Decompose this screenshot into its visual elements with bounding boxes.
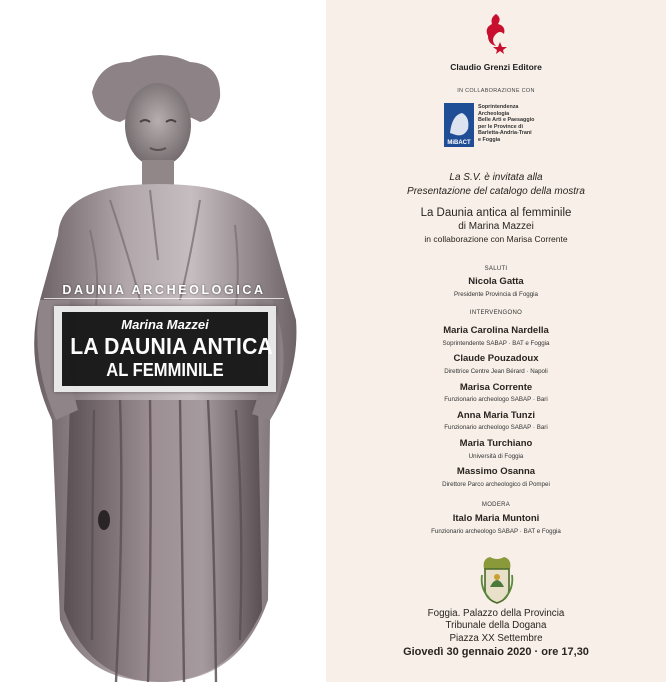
cover-title-line1: LA DAUNIA ANTICA xyxy=(70,333,274,359)
invitation-line1: La S.V. è invitata alla xyxy=(449,172,543,183)
soprintendenza-line: e Foggia xyxy=(478,136,501,143)
moderator-role: Funzionario archeologo SABAP · BAT e Foggia xyxy=(431,528,561,535)
publisher-name: Claudio Grenzi Editore xyxy=(450,62,542,72)
publisher-logo-icon xyxy=(482,12,510,54)
collaboration-label: IN COLLABORAZIONE CON xyxy=(457,88,535,94)
saluti-name: Nicola Gatta xyxy=(468,276,524,287)
venue-line2: Tribunale della Dogana xyxy=(445,620,547,631)
province-crest-icon xyxy=(480,555,514,605)
mibact-logo-icon xyxy=(444,103,474,147)
speaker-role: Direttrice Centre Jean Bérard · Napoli xyxy=(444,368,548,375)
modera-label: MODERA xyxy=(481,502,511,508)
speaker-role: Università di Foggia xyxy=(468,453,524,460)
cover-title-line2: AL FEMMINILE xyxy=(106,360,224,380)
event-date: Giovedì 30 gennaio 2020 · ore 17,30 xyxy=(403,646,589,658)
soprintendenza-line: Archeologia xyxy=(478,110,510,117)
soprintendenza-text xyxy=(478,104,534,144)
saluti-label: SALUTI xyxy=(484,266,508,272)
intervengono-label: INTERVENGONO xyxy=(469,310,523,316)
speaker-role: Direttore Parco archeologico di Pompei xyxy=(442,481,550,488)
speaker-role: Funzionario archeologo SABAP · Bari xyxy=(444,424,548,431)
cover-title-box xyxy=(54,306,276,392)
venue-line1: Foggia. Palazzo della Provincia xyxy=(427,608,565,619)
speaker-name: Maria Turchiano xyxy=(459,438,533,449)
saluti-role: Presidente Provincia di Foggia xyxy=(454,291,538,298)
venue-line3: Piazza XX Settembre xyxy=(449,633,543,644)
soprintendenza-line: Belle Arti e Paesaggio xyxy=(478,117,535,124)
speaker-name: Massimo Osanna xyxy=(456,466,536,477)
speaker-role: Soprintendente SABAP · BAT e Foggia xyxy=(442,340,550,347)
soprintendenza-line: per le Province di xyxy=(478,123,523,130)
soprintendenza-line: Soprintendenza xyxy=(478,104,519,110)
cover-title-panel xyxy=(62,312,274,386)
invitation-panel xyxy=(326,0,666,682)
series-divider xyxy=(44,298,284,299)
invitation-line2: Presentazione del catalogo della mostra xyxy=(407,186,585,197)
event-title: La Daunia antica al femminile xyxy=(420,207,572,219)
speaker-name: Claude Pouzadoux xyxy=(453,353,539,364)
soprintendenza-line: Barletta-Andria-Trani xyxy=(478,130,532,137)
mibact-label: MiBACT xyxy=(447,140,471,146)
speaker-role: Funzionario archeologo SABAP · Bari xyxy=(444,396,548,403)
speaker-name: Maria Carolina Nardella xyxy=(443,325,549,336)
catalogue-cover xyxy=(0,0,326,682)
event-author: di Marina Mazzei xyxy=(458,221,534,232)
speaker-name: Marisa Corrente xyxy=(459,382,533,393)
series-title: DAUNIA ARCHEOLOGICA xyxy=(62,283,266,297)
event-collaboration: in collaborazione con Marisa Corrente xyxy=(424,234,568,244)
speaker-name: Anna Maria Tunzi xyxy=(457,410,535,421)
moderator-name: Italo Maria Muntoni xyxy=(452,513,540,524)
cover-author: Marina Mazzei xyxy=(121,317,209,332)
